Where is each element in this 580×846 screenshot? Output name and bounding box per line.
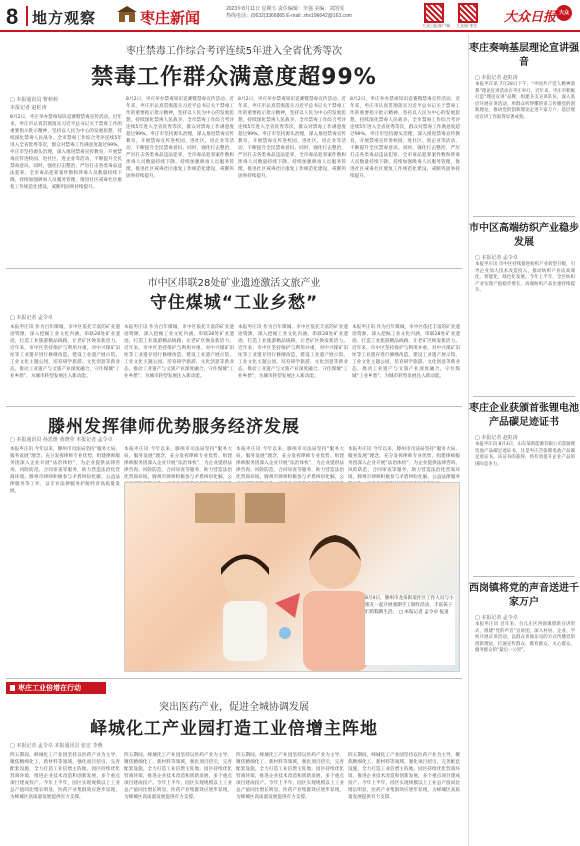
page-number: 8: [6, 4, 19, 29]
qr-code-icon[interactable]: [458, 3, 478, 23]
article2-title[interactable]: 守住煤城“工业乡愁”: [149, 293, 319, 313]
article2-body: 本报枣庄讯 作为百年煤城，市中区依托丰富的矿业遗迹资源，深入挖掘工业文化内涵，串联28处矿业遗迹，打造工业旅游精品线路，让老矿区焕发新活力。近年来，市中区坚持保护与利用并重，对中兴煤矿旧址等工业遗存进行修缮改造，建设工业遗产展示馆、工业文化主题公园，培育研学旅游、文化创意等新业态，推动工业遗产与文旅产业深度融合，守住煤城“工业乡愁”，为城市转型发展注入新动能。: [238, 325, 348, 379]
sidebar: [468, 34, 578, 846]
article4-title[interactable]: 峄城化工产业园打造工业倍增主阵地: [90, 719, 378, 739]
article3-body: 本报枣庄讯 今年以来，滕州市司法局坚持“服务大局、服务发展”理念，充分发挥律师专业优势，组建律师服务团深入企业开展“法治体检”，为企业提供法律咨询、风险防范、合同审查等服务，助力营造法治化营商环境。滕州市律师积极参与矛盾纠纷化解、公益法律服务: [348, 447, 460, 480]
qr-label: 大众网·枣庄: [456, 23, 478, 28]
sidebar-item-title[interactable]: 西岗镇将党的声音送进千家万户: [469, 583, 579, 608]
article1-title[interactable]: 禁毒工作群众满意度超99%: [91, 65, 377, 90]
article1-body: 8月2日，枣庄举办禁毒知识竞赛暨禁毒宣传活动。近年来，枣庄市认真贯彻落实习近平总书记关于禁毒工作的重要指示批示精神，坚持以人民为中心的发展思想，持续深化禁毒人民战争，全市禁毒工作综合考评连续5年进入全省优秀等次，群众对禁毒工作满意度超过99%。枣庄市坚持源头治理，深入推进禁毒宣传教育，开展禁毒宣传进校园、进社区、进企业等活动，不断提升全民禁毒意识。同时，强化打击整治，严厉打击各类毒品违法犯罪，全市毒品犯罪案件数和涉毒人员数量持续下降。持续加强吸毒人员服务管理，推进社区戒毒社区康复工作规范化建设，戒断巩固率持续提升。: [238, 97, 346, 179]
divider: [26, 6, 28, 26]
divider: [473, 576, 575, 577]
page-header: [0, 0, 580, 32]
article3-body: 本报枣庄讯 今年以来，滕州市司法局坚持“服务大局、服务发展”理念，充分发挥律师专业优势，组建律师服务团深入企业开展“法治体检”，为企业提供法律咨询、风险防范、合同审查等服务，助力营造法治化营商环境。滕州市律师积极参与矛盾纠纷化解、公益法律服务等工作，以专业法律服务护航经济高质量发展。: [10, 447, 120, 494]
divider: [6, 678, 462, 679]
sidebar-item-body: 本报枣庄讯 8月3日，山东某新能源有限公司获颁锂电池产品碳足迹证书，这是枣庄首张锂电池产品碳足迹证书。该证书的获得，将有效提升企业产品的国际竞争力。: [475, 442, 575, 467]
article3-title[interactable]: 滕州发挥律师优势服务经济发展: [48, 417, 300, 437]
article2-byline: □ 本报记者 孟令卓: [10, 315, 53, 321]
sidebar-byline: □ 本报记者 赵虹涛: [475, 75, 518, 81]
main-column: [6, 34, 462, 846]
article4-body: 四五期间，峄城化工产业园坚持以医药产业为主导，聚焦精细化工、新材料等领域，强化项目招引，完善配套设施，全力打造工业倍增主阵地。园区持续优化营商环境，推进企业技术改造和创新发展，多个重点项目建成投产。今年上半年，园区实现规模以上工业总产值同比增长明显，医药产业集群效应逐步显现，为峄城区高质量发展提供有力支撑。: [348, 753, 460, 800]
article2-body: 本报枣庄讯 作为百年煤城，市中区依托丰富的矿业遗迹资源，深入挖掘工业文化内涵，串联28处矿业遗迹，打造工业旅游精品线路，让老矿区焕发新活力。近年来，市中区坚持保护与利用并重，对中兴煤矿旧址等工业遗存进行修缮改造，建设工业遗产展示馆、工业文化主题公园，培育研学旅游、文化创意等新业态，推动工业遗产与文旅产业深度融合，守住煤城“工业乡愁”，为城市转型发展注入新动能。: [124, 325, 234, 379]
divider: [6, 406, 462, 407]
photo-caption: 8月4日，滕州市龙泉街道社区工作人员与小朋友一起开展暑期手工制作活动，丰富孩子们的假期生活。 □ 本报记者 孟令卓 报道: [365, 595, 455, 665]
divider: [6, 268, 462, 269]
sidebar-item-title[interactable]: 枣庄奏响基层理论宣讲强音: [469, 43, 579, 68]
city-gate-icon: [116, 3, 138, 25]
article1-kicker: 枣庄禁毒工作综合考评连续5年进入全省优秀等次: [125, 46, 343, 57]
article3-body: 本报枣庄讯 今年以来，滕州市司法局坚持“服务大局、服务发展”理念，充分发挥律师专业优势，组建律师服务团深入企业开展“法治体检”，为企业提供法律咨询、风险防范、合同审查等服务，助力营造法治化营商环境。滕州市律师积极参与矛盾纠纷化解、公: [236, 447, 344, 480]
sidebar-byline: □ 本报记者 孟令卓: [475, 255, 518, 261]
sidebar-byline: □ 本报记者 赵虹涛: [475, 435, 518, 441]
article4-byline: □ 本报记者 孟令卓 本报通讯员 张宏 李燕: [10, 743, 103, 749]
article1-body: 8月2日，枣庄举办禁毒知识竞赛暨禁毒宣传活动。近年来，枣庄市认真贯彻落实习近平总书记关于禁毒工作的重要指示批示精神，坚持以人民为中心的发展思想，持续深化禁毒人民战争，全市禁毒工作综合考评连续5年进入全省优秀等次，群众对禁毒工作满意度超过99%。枣庄市坚持源头治理，深入推进禁毒宣传教育，开展禁毒宣传进校园、进社区、进企业等活动，不断提升全民禁毒意识。同时，强化打击整治，严厉打击各类毒品违法犯罪，全市毒品犯罪案件数和涉毒人员数量持续下降。持续加强吸毒人员服务管理，推进社区戒毒社区康复工作规范化建设，戒断巩固率持续提升。: [126, 97, 234, 179]
article3-byline: □ 本报通讯员 孙思维 黄晓莹 本报记者 孟令卓: [10, 437, 113, 443]
subsection-title: 枣庄新闻: [140, 10, 201, 27]
newspaper-brand: 大众日报: [504, 10, 557, 25]
qr-label: 大众日报客户端: [422, 23, 450, 28]
article4-body: 四五期间，峄城化工产业园坚持以医药产业为主导，聚焦精细化工、新材料等领域，强化项目招引，完善配套设施，全力打造工业倍增主阵地。园区持续优化营商环境，推进企业技术改造和创新发展，多个重点项目建成投产。今年上半年，园区实现规模以上工业总产值同比增长明显，医药产业集群效应逐步显现，为峄城区高质量发展提供有力支撑。: [10, 753, 120, 800]
divider: [473, 216, 575, 217]
article2-body: 本报枣庄讯 作为百年煤城，市中区依托丰富的矿业遗迹资源，深入挖掘工业文化内涵，串联28处矿业遗迹，打造工业旅游精品线路，让老矿区焕发新活力。近年来，市中区坚持保护与利用并重，对中兴煤矿旧址等工业遗存进行修缮改造，建设工业遗产展示馆、工业文化主题公园，培育研学旅游、文化创意等新业态，推动工业遗产与文旅产业深度融合，守住煤城“工业乡愁”，为城市转型发展注入新动能。: [10, 325, 120, 379]
article4-kicker: 突出医药产业，促进全城协调发展: [159, 702, 309, 713]
section-banner: 枣庄工业倍增在行动: [6, 682, 106, 694]
sidebar-item-body: 本报枣庄讯 近年来，台儿庄区西岗镇创新宣讲形式，组建“党的声音”宣讲团，深入村居、企业、学校开展宣讲活动，以群众喜闻乐见的方式传播党的创新理论，打通宣传群众、教育群众、关心群众、服务群众的“最后一公里”。: [475, 622, 575, 654]
article2-body: 本报枣庄讯 作为百年煤城，市中区依托丰富的矿业遗迹资源，深入挖掘工业文化内涵，串联28处矿业遗迹，打造工业旅游精品线路，让老矿区焕发新活力。近年来，市中区坚持保护与利用并重，对中兴煤矿旧址等工业遗存进行修缮改造，建设工业遗产展示馆、工业文化主题公园，培育研学旅游、文化创意等新业态，推动工业遗产与文旅产业深度融合，守住煤城“工业乡愁”，为城市转型发展注入新动能。: [352, 325, 460, 379]
qr-code-icon[interactable]: [424, 3, 444, 23]
article4-body: 四五期间，峄城化工产业园坚持以医药产业为主导，聚焦精细化工、新材料等领域，强化项目招引，完善配套设施，全力打造工业倍增主阵地。园区持续优化营商环境，推进企业技术改造和创新发展，多个重点项目建成投产。今年上半年，园区实现规模以上工业总产值同比增长明显，医药产业集群效应逐步显现，为峄城区高质量发展提供有力支撑。: [236, 753, 344, 800]
sidebar-byline: □ 本报记者 孟令卓: [475, 615, 518, 621]
divider: [473, 396, 575, 397]
newspaper-logo: 大众: [556, 5, 572, 21]
article2-kicker: 市中区串联28处矿业遗迹激活文旅产业: [147, 278, 321, 289]
article3-body: 本报枣庄讯 今年以来，滕州市司法局坚持“服务大局、服务发展”理念，充分发挥律师专业优势，组建律师服务团深入企业开展“法治体检”，为企业提供法律咨询、风险防范、合同审查等服务，助力营造法治化营商环境。滕州市律师积极参与矛盾纠纷化解、公: [124, 447, 232, 480]
section-title: 地方观察: [32, 10, 97, 27]
news-photo[interactable]: [124, 482, 460, 672]
sidebar-item-body: 本报枣庄讯 7月28日下午，“中国共产党人精神谱系”理论宣讲活动在枣庄举行。近年来，枣庄市积极打造“理论宣讲”品牌，组建多支宣讲队伍，深入基层开展宣讲活动，用群众听得懂的语言传播党的创新理论，推动党的创新理论走进千家万户，基层理论宣讲工作取得显著成效。: [475, 82, 575, 120]
article1-byline: □ 本报通讯员 曹莉莉 本报记者 赵虹涛: [10, 97, 58, 111]
edition-meta: 2023年8月11日 星期五 责任编辑：李强 美编：刘凯雯 热线电话：(0632)3366865 E-mail: zhx196642@163.com: [226, 6, 352, 19]
sidebar-item-title[interactable]: 市中区高端纺织产业稳步发展: [469, 223, 579, 248]
article1-body: 8月2日，枣庄举办禁毒知识竞赛暨禁毒宣传活动。近年来，枣庄市认真贯彻落实习近平总书记关于禁毒工作的重要指示批示精神，坚持以人民为中心的发展思想，持续深化禁毒人民战争，全市禁毒工作综合考评连续5年进入全省优秀等次，群众对禁毒工作满意度超过99%。枣庄市坚持源头治理，深入推进禁毒宣传教育，开展禁毒宣传进校园、进社区、进企业等活动，不断提升全民禁毒意识。同时，强化打击整治，严厉打击各类毒品违法犯罪，全市毒品犯罪案件数和涉毒人员数量持续下降。持续加强吸毒人员服务管理，推进社区戒毒社区康复工作规范化建设，戒断巩固率持续提升。: [10, 115, 122, 190]
sidebar-item-title[interactable]: 枣庄企业获颁首张锂电池产品碳足迹证书: [469, 403, 579, 428]
sidebar-item-body: 本报枣庄讯 市中区持续推进纺织产业转型升级，引导企业加大技术改造投入，推动纺织产业向高端化、智能化、绿色化发展。今年上半年，全区纺织产业实现产值稳步增长，高端纺织产品比重持续提升。: [475, 262, 575, 294]
article1-body: 8月2日，枣庄举办禁毒知识竞赛暨禁毒宣传活动。近年来，枣庄市认真贯彻落实习近平总书记关于禁毒工作的重要指示批示精神，坚持以人民为中心的发展思想，持续深化禁毒人民战争，全市禁毒工作综合考评连续5年进入全省优秀等次，群众对禁毒工作满意度超过99%。枣庄市坚持源头治理，深入推进禁毒宣传教育，开展禁毒宣传进校园、进社区、进企业等活动，不断提升全民禁毒意识。同时，强化打击整治，严厉打击各类毒品违法犯罪，全市毒品犯罪案件数和涉毒人员数量持续下降。持续加强吸毒人员服务管理，推进社区戒毒社区康复工作规范化建设，戒断巩固率持续提升。: [350, 97, 460, 179]
article4-body: 四五期间，峄城化工产业园坚持以医药产业为主导，聚焦精细化工、新材料等领域，强化项目招引，完善配套设施，全力打造工业倍增主阵地。园区持续优化营商环境，推进企业技术改造和创新发展，多个重点项目建成投产。今年上半年，园区实现规模以上工业总产值同比增长明显，医药产业集群效应逐步显现，为峄城区高质量发展提供有力支撑。: [124, 753, 232, 800]
